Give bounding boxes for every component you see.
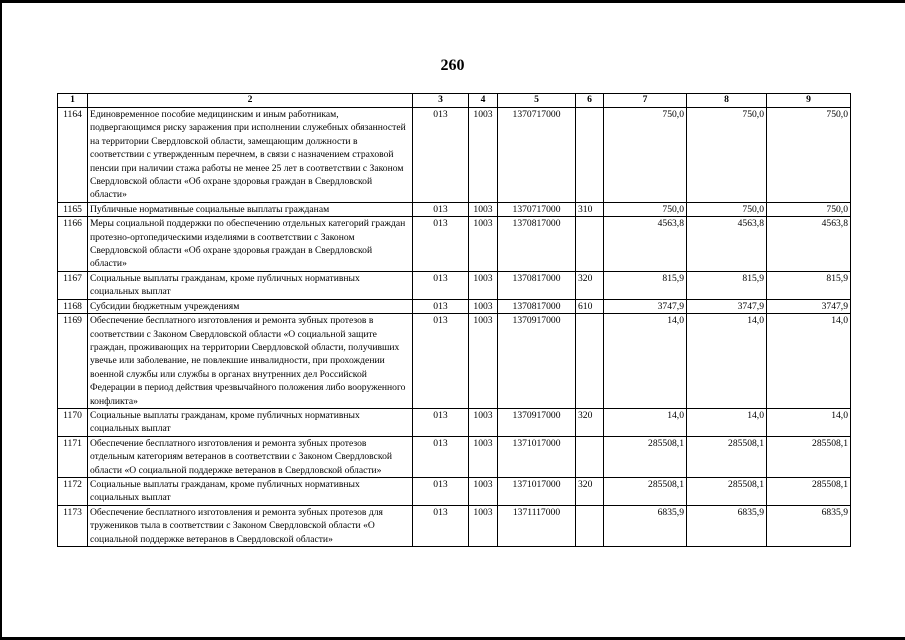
column-header: 9 (767, 94, 851, 108)
section-code-cell: 1003 (469, 314, 498, 409)
description-cell: Обеспечение бесплатного изготовления и ремонта зубных протезов отдельным категориям ветеранов в соответствии с Законом Свердловской области «О социальной поддержке ветеранов в Свердловской области» (88, 436, 413, 477)
amount-col9-cell: 285508,1 (767, 436, 851, 477)
table-row (58, 299, 851, 313)
ministry-code-cell: 013 (413, 108, 469, 203)
amount-col7-cell: 14,0 (604, 314, 687, 409)
budget-table (57, 93, 851, 547)
description-cell: Социальные выплаты гражданам, кроме публичных нормативных социальных выплат (88, 271, 413, 299)
amount-col8-cell: 3747,9 (687, 299, 767, 313)
amount-col9-cell: 14,0 (767, 408, 851, 436)
target-article-cell: 1371017000 (498, 436, 576, 477)
amount-col7-cell: 14,0 (604, 408, 687, 436)
row-number-cell: 1171 (58, 436, 88, 477)
table-row (58, 408, 851, 436)
table-row (58, 477, 851, 505)
amount-col9-cell: 4563,8 (767, 217, 851, 272)
table-row (58, 108, 851, 203)
section-code-cell: 1003 (469, 505, 498, 546)
amount-col7-cell: 285508,1 (604, 436, 687, 477)
row-number-cell: 1172 (58, 477, 88, 505)
expense-type-cell: 610 (576, 299, 604, 313)
expense-type-cell (576, 217, 604, 272)
amount-col8-cell: 14,0 (687, 314, 767, 409)
section-code-cell: 1003 (469, 299, 498, 313)
table-row (58, 505, 851, 546)
amount-col9-cell: 750,0 (767, 108, 851, 203)
amount-col8-cell: 815,9 (687, 271, 767, 299)
amount-col8-cell: 4563,8 (687, 217, 767, 272)
amount-col7-cell: 3747,9 (604, 299, 687, 313)
section-code-cell: 1003 (469, 271, 498, 299)
description-cell: Единовременное пособие медицинским и иным работникам, подвергающимся риску заражения при исполнении служебных обязанностей на территории Свердловской области, замещающим должности в соответствии с утвержденным перечнем, в связи с назначением страховой пенсии при наличии стажа работы не менее 25 лет в соответствии с Законом Свердловской области «Об охране здоровья граждан в Свердловской области» (88, 108, 413, 203)
row-number-cell: 1168 (58, 299, 88, 313)
expense-type-cell: 320 (576, 408, 604, 436)
expense-type-cell: 320 (576, 271, 604, 299)
ministry-code-cell: 013 (413, 505, 469, 546)
section-code-cell: 1003 (469, 217, 498, 272)
expense-type-cell (576, 314, 604, 409)
amount-col9-cell: 815,9 (767, 271, 851, 299)
description-cell: Обеспечение бесплатного изготовления и ремонта зубных протезов для тружеников тыла в соответствии с Законом Свердловской области «О социальной поддержке ветеранов в Свердловской области» (88, 505, 413, 546)
amount-col9-cell: 285508,1 (767, 477, 851, 505)
header-row (58, 94, 851, 108)
row-number-cell: 1166 (58, 217, 88, 272)
column-header: 8 (687, 94, 767, 108)
amount-col8-cell: 14,0 (687, 408, 767, 436)
amount-col8-cell: 285508,1 (687, 436, 767, 477)
section-code-cell: 1003 (469, 408, 498, 436)
expense-type-cell: 310 (576, 202, 604, 216)
table-row (58, 202, 851, 216)
ministry-code-cell: 013 (413, 408, 469, 436)
expense-type-cell (576, 108, 604, 203)
column-header: 1 (58, 94, 88, 108)
table-row (58, 271, 851, 299)
target-article-cell: 1371017000 (498, 477, 576, 505)
row-number-cell: 1170 (58, 408, 88, 436)
target-article-cell: 1370817000 (498, 271, 576, 299)
expense-type-cell (576, 436, 604, 477)
section-code-cell: 1003 (469, 477, 498, 505)
amount-col7-cell: 750,0 (604, 202, 687, 216)
amount-col9-cell: 14,0 (767, 314, 851, 409)
target-article-cell: 1370717000 (498, 108, 576, 203)
expense-type-cell: 320 (576, 477, 604, 505)
amount-col7-cell: 6835,9 (604, 505, 687, 546)
ministry-code-cell: 013 (413, 436, 469, 477)
expense-type-cell (576, 505, 604, 546)
amount-col9-cell: 3747,9 (767, 299, 851, 313)
description-cell: Меры социальной поддержки по обеспечению отдельных категорий граждан протезно-ортопедическими изделиями в соответствии с Законом Свердловской области «Об охране здоровья граждан в Свердловской области» (88, 217, 413, 272)
amount-col9-cell: 6835,9 (767, 505, 851, 546)
table-body (58, 108, 851, 547)
description-cell: Обеспечение бесплатного изготовления и ремонта зубных протезов в соответствии с Законом Свердловской области «О социальной защите граждан, проживающих на территории Свердловской области, получивших увечье или заболевание, не повлекшие инвалидности, при прохождении военной службы или службы в органах внутренних дел Российской Федерации в период действия чрезвычайного положения либо вооруженного конфликта» (88, 314, 413, 409)
column-header: 6 (576, 94, 604, 108)
scan-frame-left (0, 0, 2, 640)
ministry-code-cell: 013 (413, 271, 469, 299)
amount-col7-cell: 815,9 (604, 271, 687, 299)
row-number-cell: 1169 (58, 314, 88, 409)
page-number: 260 (440, 57, 465, 74)
column-header: 3 (413, 94, 469, 108)
table-row (58, 217, 851, 272)
target-article-cell: 1370817000 (498, 299, 576, 313)
description-cell: Публичные нормативные социальные выплаты гражданам (88, 202, 413, 216)
ministry-code-cell: 013 (413, 314, 469, 409)
target-article-cell: 1370917000 (498, 408, 576, 436)
ministry-code-cell: 013 (413, 299, 469, 313)
column-header: 2 (88, 94, 413, 108)
row-number-cell: 1164 (58, 108, 88, 203)
amount-col8-cell: 6835,9 (687, 505, 767, 546)
amount-col7-cell: 750,0 (604, 108, 687, 203)
amount-col8-cell: 750,0 (687, 108, 767, 203)
ministry-code-cell: 013 (413, 202, 469, 216)
amount-col8-cell: 750,0 (687, 202, 767, 216)
column-header: 4 (469, 94, 498, 108)
amount-col8-cell: 285508,1 (687, 477, 767, 505)
table-row (58, 436, 851, 477)
ministry-code-cell: 013 (413, 477, 469, 505)
description-cell: Социальные выплаты гражданам, кроме публичных нормативных социальных выплат (88, 408, 413, 436)
target-article-cell: 1370817000 (498, 217, 576, 272)
row-number-cell: 1167 (58, 271, 88, 299)
table-row (58, 314, 851, 409)
target-article-cell: 1371117000 (498, 505, 576, 546)
section-code-cell: 1003 (469, 108, 498, 203)
section-code-cell: 1003 (469, 202, 498, 216)
amount-col7-cell: 285508,1 (604, 477, 687, 505)
column-header: 5 (498, 94, 576, 108)
target-article-cell: 1370917000 (498, 314, 576, 409)
row-number-cell: 1165 (58, 202, 88, 216)
target-article-cell: 1370717000 (498, 202, 576, 216)
scan-frame-top (0, 0, 905, 3)
description-cell: Субсидии бюджетным учреждениям (88, 299, 413, 313)
amount-col9-cell: 750,0 (767, 202, 851, 216)
column-header: 7 (604, 94, 687, 108)
description-cell: Социальные выплаты гражданам, кроме публичных нормативных социальных выплат (88, 477, 413, 505)
ministry-code-cell: 013 (413, 217, 469, 272)
section-code-cell: 1003 (469, 436, 498, 477)
amount-col7-cell: 4563,8 (604, 217, 687, 272)
row-number-cell: 1173 (58, 505, 88, 546)
